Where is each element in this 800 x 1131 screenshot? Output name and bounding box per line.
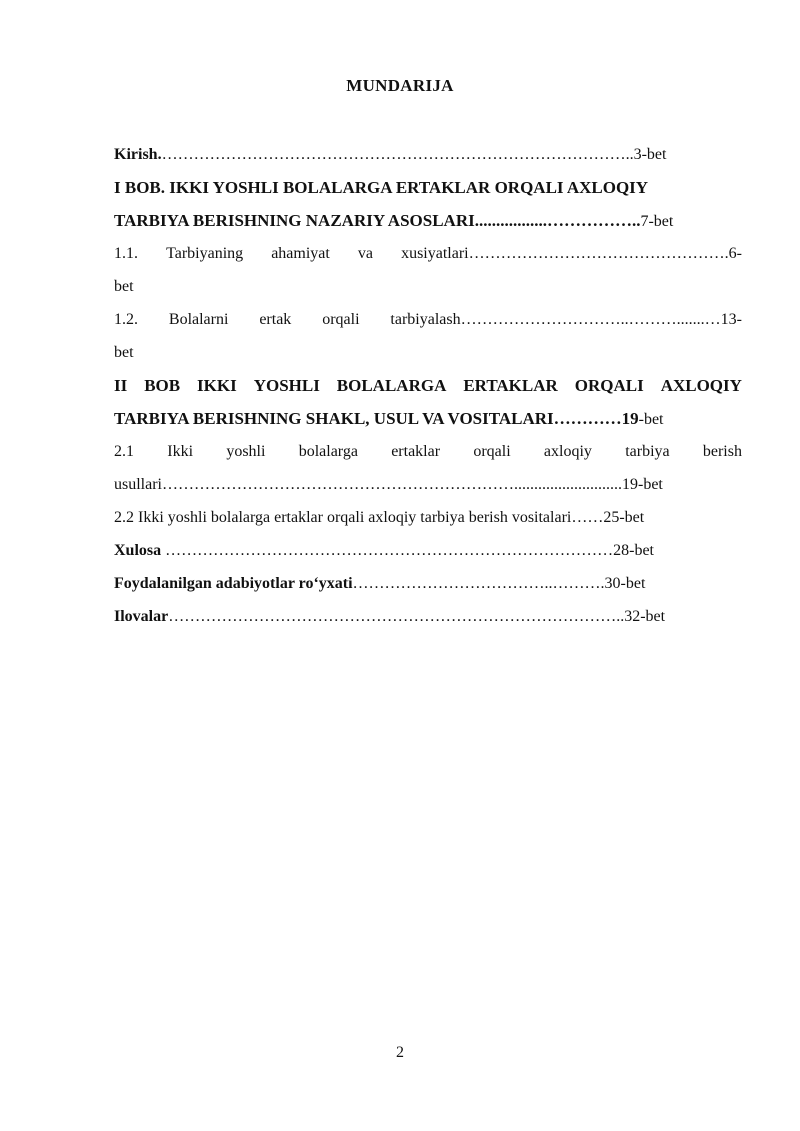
toc-word: xusiyatlari………………………………………….6-	[401, 245, 742, 262]
toc-entry-page: 7-bet	[640, 213, 674, 230]
toc-word: AXLOQIY	[660, 376, 742, 395]
toc-section-1-2-cont: bet	[114, 344, 134, 361]
toc-chapter1-line1: I BOB. IKKI YOSHLI BOLALARGA ERTAKLAR ORQALI AXLOQIY	[114, 178, 649, 197]
toc-section-2-2: 2.2 Ikki yoshli bolalarga ertaklar orqali axloqiy tarbiya berish vositalari……25-bet	[114, 509, 645, 526]
toc-chapter2-line1	[114, 369, 742, 402]
toc-entry-title: TARBIYA BERISHNING SHAKL, USUL VA VOSITALARI…………19	[114, 409, 639, 428]
toc-entry-kirish	[114, 138, 742, 171]
toc-entry-leader: …………………………………………………………………………28-bet	[161, 542, 654, 559]
toc-entry-title: TARBIYA BERISHNING NAZARIY ASOSLARI.................……………..	[114, 211, 641, 230]
toc-entry-leader: …………………………………………………………………………..32-bet	[168, 608, 666, 625]
toc-word: BOB	[144, 376, 181, 395]
toc-word: ERTAKLAR	[463, 376, 558, 395]
toc-word: va	[357, 245, 374, 262]
toc-word: Ikki	[167, 443, 194, 460]
toc-entry-leader: ………………………………..……….30-bet	[352, 575, 646, 592]
toc-word: YOSHLI	[253, 376, 320, 395]
toc-section-2-1-cont: usullari…………………………………………………………...........................19-bet	[114, 476, 663, 493]
page-title: MUNDARIJA	[346, 76, 454, 95]
toc-word: II	[114, 376, 128, 395]
toc-word: Bolalarni	[168, 311, 229, 328]
toc-chapter1-line2	[114, 204, 742, 237]
toc-word: 1.2.	[114, 311, 138, 328]
toc-entry-title: Kirish.	[114, 146, 162, 163]
toc-word: tarbiyalash…………………………..……….......…13-	[390, 311, 742, 328]
toc-entry-xulosa	[114, 534, 742, 567]
page-number: 2	[396, 1044, 404, 1061]
toc-word: ORQALI	[574, 376, 644, 395]
toc-word: ahamiyat	[271, 245, 330, 262]
toc-word: ertaklar	[391, 443, 441, 460]
toc-word: 2.1	[114, 443, 134, 460]
toc-word: bolalarga	[298, 443, 358, 460]
toc-word: orqali	[322, 311, 360, 328]
toc-entry-page: -bet	[638, 411, 664, 428]
toc-word: 1.1.	[114, 245, 138, 262]
table-of-contents	[114, 138, 742, 633]
toc-chapter2-line2	[114, 402, 742, 435]
toc-word: IKKI	[197, 376, 237, 395]
toc-entry-ilovalar	[114, 600, 742, 633]
toc-section-2-1	[114, 435, 742, 468]
toc-word: axloqiy	[543, 443, 592, 460]
toc-word: yoshli	[226, 443, 266, 460]
toc-word: berish	[702, 443, 742, 460]
toc-word: BOLALARGA	[336, 376, 447, 395]
toc-word: orqali	[473, 443, 511, 460]
toc-section-1-1	[114, 237, 742, 270]
toc-entry-title: Ilovalar	[114, 608, 169, 625]
toc-section-1-1-cont: bet	[114, 278, 134, 295]
toc-section-1-2	[114, 303, 742, 336]
toc-word: ertak	[259, 311, 292, 328]
toc-word: Tarbiyaning	[166, 245, 244, 262]
toc-entry-leader: ……………………………………………………………………………..3-bet	[161, 146, 667, 163]
toc-entry-references	[114, 567, 742, 600]
toc-entry-title: Xulosa	[114, 542, 162, 559]
toc-word: tarbiya	[625, 443, 670, 460]
toc-entry-title: Foydalanilgan adabiyotlar ro‘yxati	[114, 575, 353, 592]
